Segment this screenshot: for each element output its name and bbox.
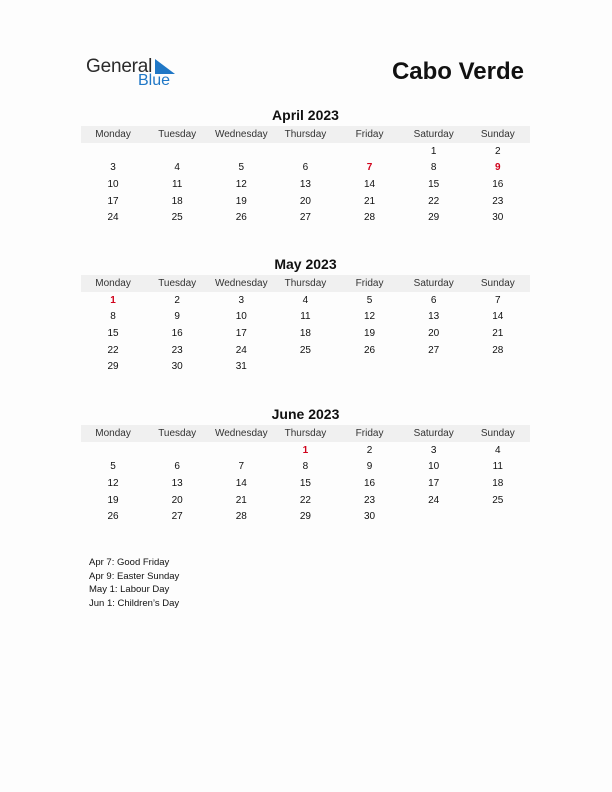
- day-cell: 22: [107, 344, 119, 356]
- day-cell: 31: [235, 361, 247, 373]
- week-row: [81, 492, 530, 509]
- day-cell: 14: [235, 477, 247, 489]
- day-cell: 19: [107, 494, 119, 506]
- day-cell: 11: [171, 178, 183, 190]
- weekday-header: Sunday: [480, 129, 515, 140]
- day-cell: 15: [299, 477, 311, 489]
- day-cell: 13: [428, 311, 440, 323]
- day-cell: 7: [495, 294, 501, 306]
- day-cell: 8: [302, 461, 309, 473]
- holiday-day-cell: 1: [110, 294, 116, 306]
- week-row: [81, 160, 530, 177]
- day-cell: 20: [171, 494, 183, 506]
- calendar-month-may: [81, 255, 530, 375]
- month-title: June 2023: [271, 406, 340, 422]
- weekday-header: Monday: [95, 278, 131, 289]
- day-cell: 27: [171, 511, 183, 523]
- day-cell: 4: [302, 294, 309, 306]
- weekday-header: Thursday: [284, 428, 327, 439]
- day-cell: 25: [171, 212, 183, 224]
- weekday-header: Monday: [95, 129, 131, 140]
- day-cell: 28: [235, 511, 247, 523]
- day-cell: 30: [171, 361, 183, 373]
- day-cell: 2: [495, 145, 501, 157]
- holiday-day-cell: 7: [366, 162, 373, 174]
- day-cell: 12: [364, 311, 376, 323]
- week-row: [81, 176, 530, 193]
- weekday-header: Tuesday: [158, 278, 197, 289]
- day-cell: 10: [235, 311, 247, 323]
- day-cell: 4: [174, 162, 180, 174]
- day-cell: 18: [171, 195, 183, 207]
- week-row: [81, 342, 530, 359]
- country-title: Cabo Verde: [391, 58, 524, 85]
- holiday-note: May 1: Labour Day: [89, 584, 170, 596]
- day-cell: 24: [235, 344, 247, 356]
- day-cell: 16: [364, 477, 376, 489]
- day-cell: 16: [171, 327, 183, 339]
- weekday-header: Friday: [355, 278, 384, 289]
- day-cell: 29: [299, 511, 311, 523]
- weekday-header-row: [81, 425, 530, 442]
- weekday-header-row: [81, 126, 530, 143]
- day-cell: 23: [364, 494, 376, 506]
- day-cell: 12: [235, 178, 247, 190]
- day-cell: 3: [238, 294, 245, 306]
- holiday-day-cell: 1: [302, 444, 309, 456]
- day-cell: 23: [171, 344, 183, 356]
- day-cell: 13: [299, 178, 311, 190]
- day-cell: 14: [364, 178, 376, 190]
- day-cell: 7: [238, 461, 245, 473]
- day-cell: 17: [235, 327, 247, 339]
- day-cell: 9: [174, 311, 180, 323]
- day-cell: 15: [107, 327, 119, 339]
- week-row: [81, 143, 530, 160]
- day-cell: 27: [299, 212, 311, 224]
- day-cell: 29: [428, 212, 440, 224]
- day-cell: 21: [492, 327, 504, 339]
- weekday-header: Saturday: [413, 428, 454, 439]
- logo-text-blue: Blue: [138, 72, 171, 89]
- day-cell: 20: [299, 195, 311, 207]
- day-cell: 5: [110, 461, 116, 473]
- day-cell: 11: [300, 311, 311, 323]
- day-cell: 2: [174, 294, 180, 306]
- day-cell: 26: [235, 212, 247, 224]
- calendar-month-april: [81, 106, 530, 226]
- weekday-header: Sunday: [480, 278, 515, 289]
- weekday-header: Friday: [355, 129, 384, 140]
- day-cell: 21: [235, 494, 247, 506]
- day-cell: 30: [492, 212, 504, 224]
- weekday-header: Saturday: [413, 129, 454, 140]
- day-cell: 12: [107, 477, 119, 489]
- day-cell: 8: [110, 311, 116, 323]
- weekday-header: Tuesday: [158, 129, 197, 140]
- week-row: [81, 475, 530, 492]
- day-cell: 6: [430, 294, 437, 306]
- day-cell: 3: [110, 162, 116, 174]
- day-cell: 24: [107, 212, 119, 224]
- day-cell: 13: [171, 477, 183, 489]
- day-cell: 29: [107, 361, 119, 373]
- week-row: [81, 193, 530, 210]
- weekday-header: Wednesday: [214, 129, 268, 140]
- week-row: [81, 325, 530, 342]
- day-cell: 4: [495, 444, 501, 456]
- day-cell: 15: [428, 178, 440, 190]
- day-cell: 5: [366, 294, 373, 306]
- day-cell: 28: [492, 344, 504, 356]
- day-cell: 20: [428, 327, 440, 339]
- day-cell: 23: [492, 195, 504, 207]
- day-cell: 27: [428, 344, 440, 356]
- holiday-notes: [89, 556, 179, 610]
- day-cell: 17: [428, 477, 440, 489]
- weekday-header: Friday: [355, 428, 384, 439]
- weekday-header: Thursday: [284, 278, 327, 289]
- day-cell: 16: [492, 178, 504, 190]
- day-cell: 25: [299, 344, 311, 356]
- day-cell: 10: [428, 461, 440, 473]
- day-cell: 24: [428, 494, 440, 506]
- holiday-note: Apr 9: Easter Sunday: [89, 570, 180, 582]
- day-cell: 5: [238, 162, 245, 174]
- weekday-header: Tuesday: [158, 428, 197, 439]
- week-row: [81, 209, 530, 226]
- day-cell: 3: [430, 444, 437, 456]
- day-cell: 18: [492, 477, 504, 489]
- day-cell: 18: [299, 327, 311, 339]
- calendar-month-june: [81, 405, 530, 525]
- holiday-note: Apr 7: Good Friday: [89, 557, 170, 568]
- day-cell: 2: [366, 444, 373, 456]
- week-row: [81, 309, 530, 326]
- day-cell: 17: [107, 195, 119, 207]
- day-cell: 14: [492, 311, 504, 323]
- day-cell: 9: [366, 461, 373, 473]
- weekday-header-row: [81, 275, 530, 292]
- day-cell: 22: [299, 494, 311, 506]
- week-row: [81, 358, 530, 375]
- weekday-header: Wednesday: [214, 428, 268, 439]
- week-row: [81, 292, 530, 309]
- day-cell: 6: [174, 461, 180, 473]
- month-title: April 2023: [272, 107, 339, 123]
- day-cell: 30: [364, 511, 376, 523]
- holiday-note: Jun 1: Children’s Day: [89, 597, 180, 609]
- day-cell: 26: [107, 511, 119, 523]
- weekday-header: Monday: [95, 428, 131, 439]
- day-cell: 28: [364, 212, 376, 224]
- day-cell: 19: [364, 327, 376, 339]
- weekday-header: Thursday: [284, 129, 327, 140]
- week-row: [81, 508, 530, 525]
- logo-text-general: General: [86, 56, 153, 77]
- day-cell: 1: [430, 145, 437, 157]
- day-cell: 10: [107, 178, 119, 190]
- day-cell: 11: [492, 461, 503, 473]
- weekday-header: Wednesday: [214, 278, 268, 289]
- weekday-header: Saturday: [413, 278, 454, 289]
- holiday-day-cell: 9: [495, 162, 501, 174]
- month-title: May 2023: [274, 256, 337, 272]
- day-cell: 25: [492, 494, 504, 506]
- weekday-header: Sunday: [480, 428, 515, 439]
- week-row: [81, 442, 530, 459]
- day-cell: 6: [302, 162, 309, 174]
- week-row: [81, 459, 530, 476]
- day-cell: 21: [364, 195, 376, 207]
- generalblue-logo: [86, 56, 196, 92]
- day-cell: 22: [428, 195, 440, 207]
- day-cell: 19: [235, 195, 247, 207]
- day-cell: 26: [364, 344, 376, 356]
- day-cell: 8: [430, 162, 437, 174]
